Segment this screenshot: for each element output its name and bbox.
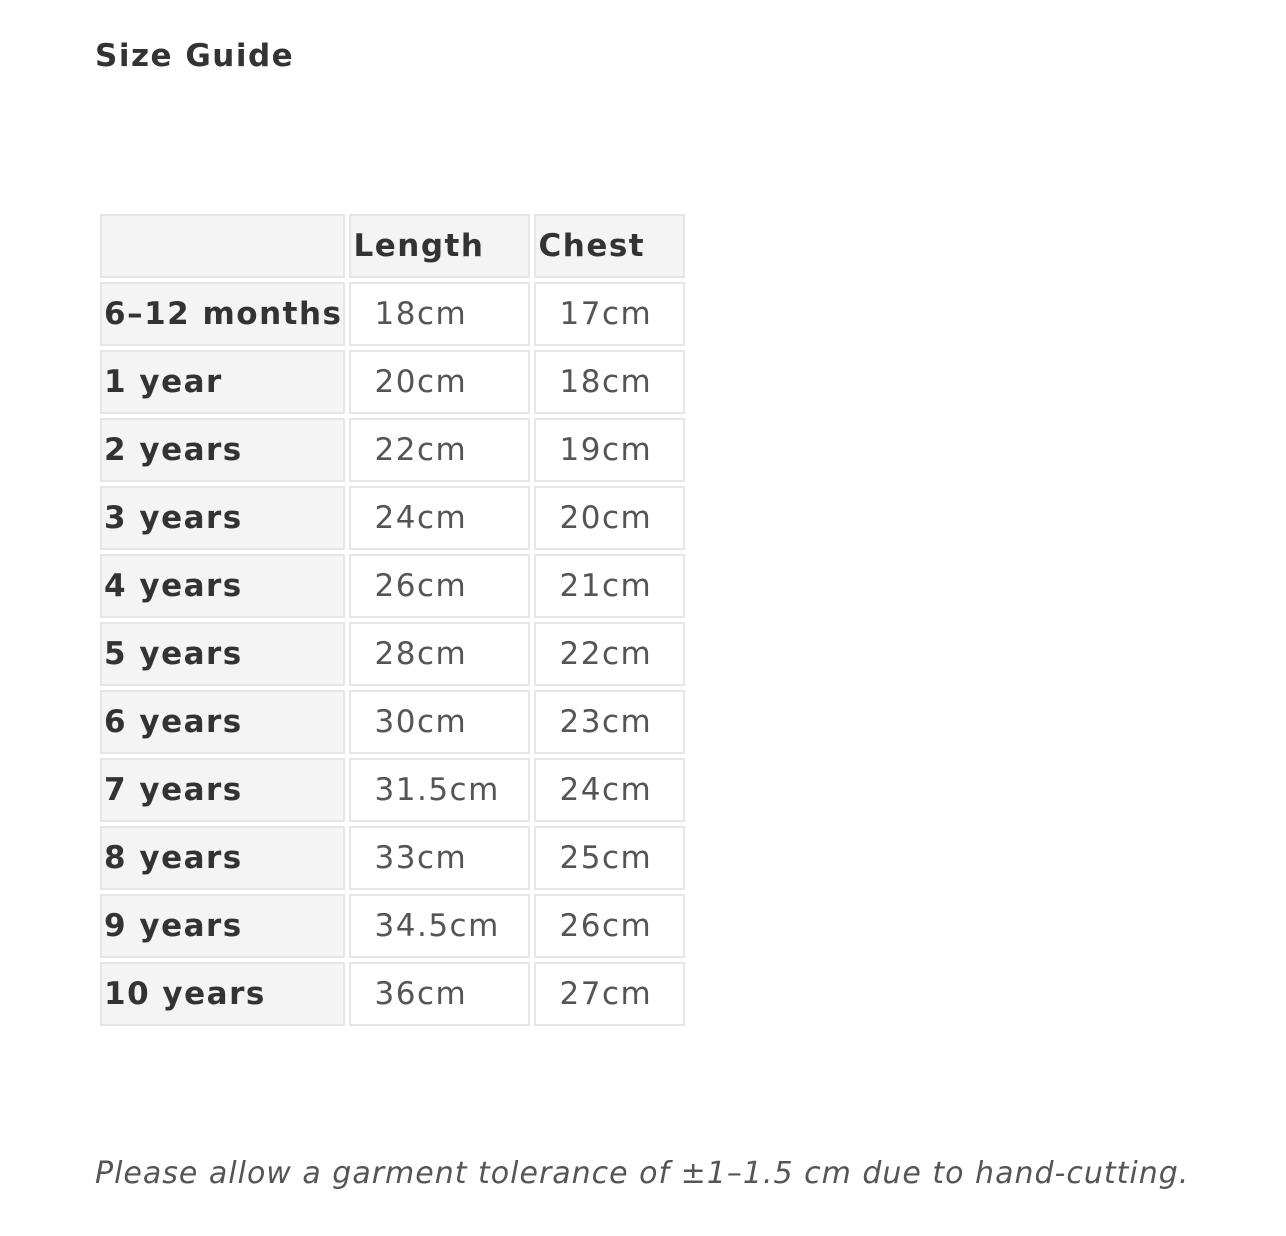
- size-cell: 1 year: [100, 350, 345, 414]
- table-body: [100, 282, 685, 1026]
- size-cell: 8 years: [100, 826, 345, 890]
- size-table: [96, 210, 689, 1030]
- table-row: [100, 826, 685, 890]
- chest-cell: 20cm: [534, 486, 685, 550]
- size-cell: 6–12 months: [100, 282, 345, 346]
- table-row: [100, 554, 685, 618]
- chest-cell: 24cm: [534, 758, 685, 822]
- size-cell: 2 years: [100, 418, 345, 482]
- chest-cell: 23cm: [534, 690, 685, 754]
- size-cell: 6 years: [100, 690, 345, 754]
- table-row: [100, 894, 685, 958]
- table-row: [100, 282, 685, 346]
- length-cell: 30cm: [349, 690, 530, 754]
- size-cell: 3 years: [100, 486, 345, 550]
- length-cell: 24cm: [349, 486, 530, 550]
- chest-cell: 27cm: [534, 962, 685, 1026]
- length-cell: 26cm: [349, 554, 530, 618]
- chest-cell: 25cm: [534, 826, 685, 890]
- size-cell: 4 years: [100, 554, 345, 618]
- table-row: [100, 486, 685, 550]
- size-cell: 5 years: [100, 622, 345, 686]
- table-row: [100, 350, 685, 414]
- header-row: [100, 214, 685, 278]
- page-title: Size Guide: [95, 38, 295, 74]
- length-cell: 31.5cm: [349, 758, 530, 822]
- chest-cell: 26cm: [534, 894, 685, 958]
- size-cell: 10 years: [100, 962, 345, 1026]
- length-cell: 34.5cm: [349, 894, 530, 958]
- table-row: [100, 690, 685, 754]
- chest-cell: 22cm: [534, 622, 685, 686]
- length-cell: 22cm: [349, 418, 530, 482]
- table-row: [100, 418, 685, 482]
- length-cell: 20cm: [349, 350, 530, 414]
- chest-cell: 18cm: [534, 350, 685, 414]
- chest-cell: 17cm: [534, 282, 685, 346]
- header-cell-length: Length: [349, 214, 530, 278]
- chest-cell: 19cm: [534, 418, 685, 482]
- table-row: [100, 622, 685, 686]
- header-cell-chest: Chest: [534, 214, 685, 278]
- length-cell: 36cm: [349, 962, 530, 1026]
- chest-cell: 21cm: [534, 554, 685, 618]
- length-cell: 33cm: [349, 826, 530, 890]
- header-cell-size: [100, 214, 345, 278]
- table-row: [100, 962, 685, 1026]
- table-header: [100, 214, 685, 278]
- table-row: [100, 758, 685, 822]
- length-cell: 28cm: [349, 622, 530, 686]
- length-cell: 18cm: [349, 282, 530, 346]
- size-cell: 9 years: [100, 894, 345, 958]
- size-cell: 7 years: [100, 758, 345, 822]
- tolerance-note: Please allow a garment tolerance of ±1–1.5 cm due to hand-cutting.: [95, 1156, 1190, 1191]
